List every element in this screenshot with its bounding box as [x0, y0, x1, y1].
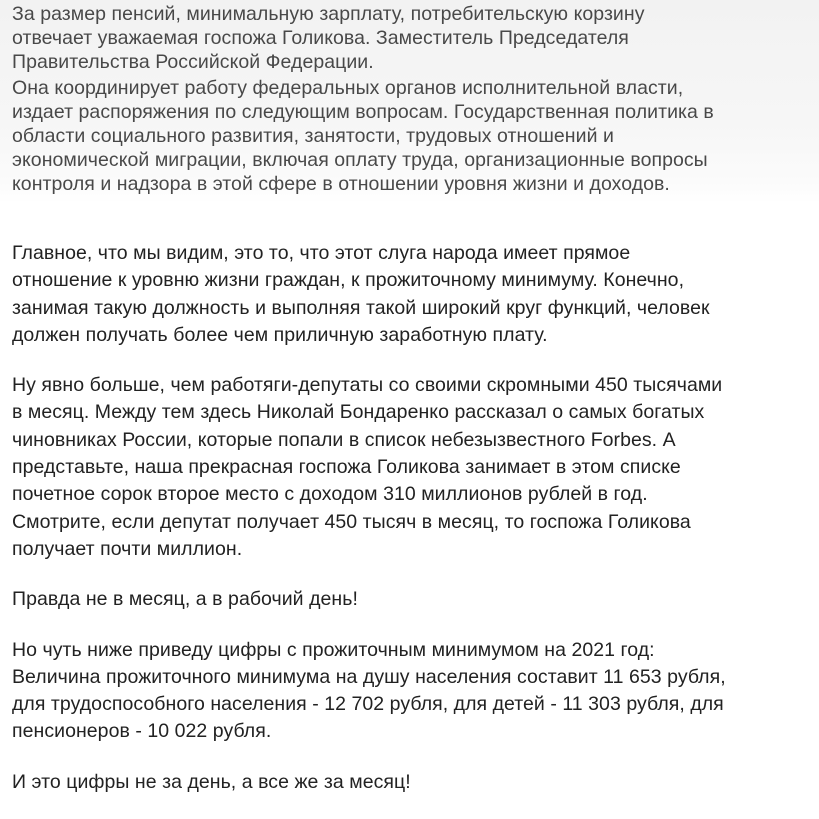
text-line: Смотрите, если депутат получает 450 тысяч в месяц, то госпожа Голикова: [12, 510, 691, 533]
paragraph: [12, 240, 812, 349]
text-line: Величина прожиточного минимума на душу населения составит 11 653 рубля,: [12, 665, 726, 688]
quote-line: Правительства Российской Федерации.: [12, 51, 374, 73]
text-line: И это цифры не за день, а все же за месяц!: [12, 770, 411, 793]
paragraph: [12, 372, 812, 563]
paragraph: [12, 637, 812, 746]
text-line: для трудоспособного населения - 12 702 рубля, для детей - 11 303 рубля, для: [12, 693, 724, 716]
quote-line: экономической миграции, включая оплату труда, организационные вопросы: [12, 149, 708, 171]
text-line: Ну явно больше, чем работяги-депутаты со своими скромными 450 тысячами: [12, 374, 723, 397]
text-line: Но чуть ниже приведу цифры с прожиточным минимумом на 2021 год:: [12, 638, 655, 661]
text-line: в месяц. Между тем здесь Николай Бондаренко рассказал о самых богатых: [12, 401, 705, 424]
quote-line: отвечает уважаемая госпожа Голикова. Заместитель Председателя: [12, 27, 629, 49]
text-line: представьте, наша прекрасная госпожа Голикова занимает в этом списке: [12, 456, 681, 479]
quote-line: издает распоряжения по следующим вопросам. Государственная политика в: [12, 101, 714, 123]
quote-line: контроля и надзора в этой сфере в отношении уровня жизни и доходов.: [12, 173, 670, 195]
text-line: почетное сорок второе место с доходом 310 миллионов рублей в год.: [12, 483, 648, 506]
quote-line: области социального развития, занятости, трудовых отношений и: [12, 125, 614, 147]
text-line: получает почти миллион.: [12, 537, 243, 560]
paragraph: [12, 586, 812, 613]
text-line: чиновниках России, которые попали в список небезызвестного Forbes. А: [12, 428, 676, 451]
article-body: [12, 240, 812, 819]
text-line: Главное, что мы видим, это то, что этот слуга народа имеет прямое: [12, 242, 631, 264]
quote-block: [0, 0, 819, 203]
text-line: занимая такую должность и выполняя такой широкий круг функций, человек: [12, 296, 710, 319]
text-line: отношение к уровню жизни граждан, к прожиточному минимуму. Конечно,: [12, 269, 685, 292]
text-line: должен получать более чем приличную заработную плату.: [12, 323, 548, 346]
quote-line: Она координирует работу федеральных органов исполнительной власти,: [12, 77, 684, 99]
quote-line: За размер пенсий, минимальную зарплату, потребительскую корзину: [12, 3, 645, 25]
text-line: Правда не в месяц, а в рабочий день!: [12, 588, 358, 611]
text-line: пенсионеров - 10 022 рубля.: [12, 720, 272, 743]
